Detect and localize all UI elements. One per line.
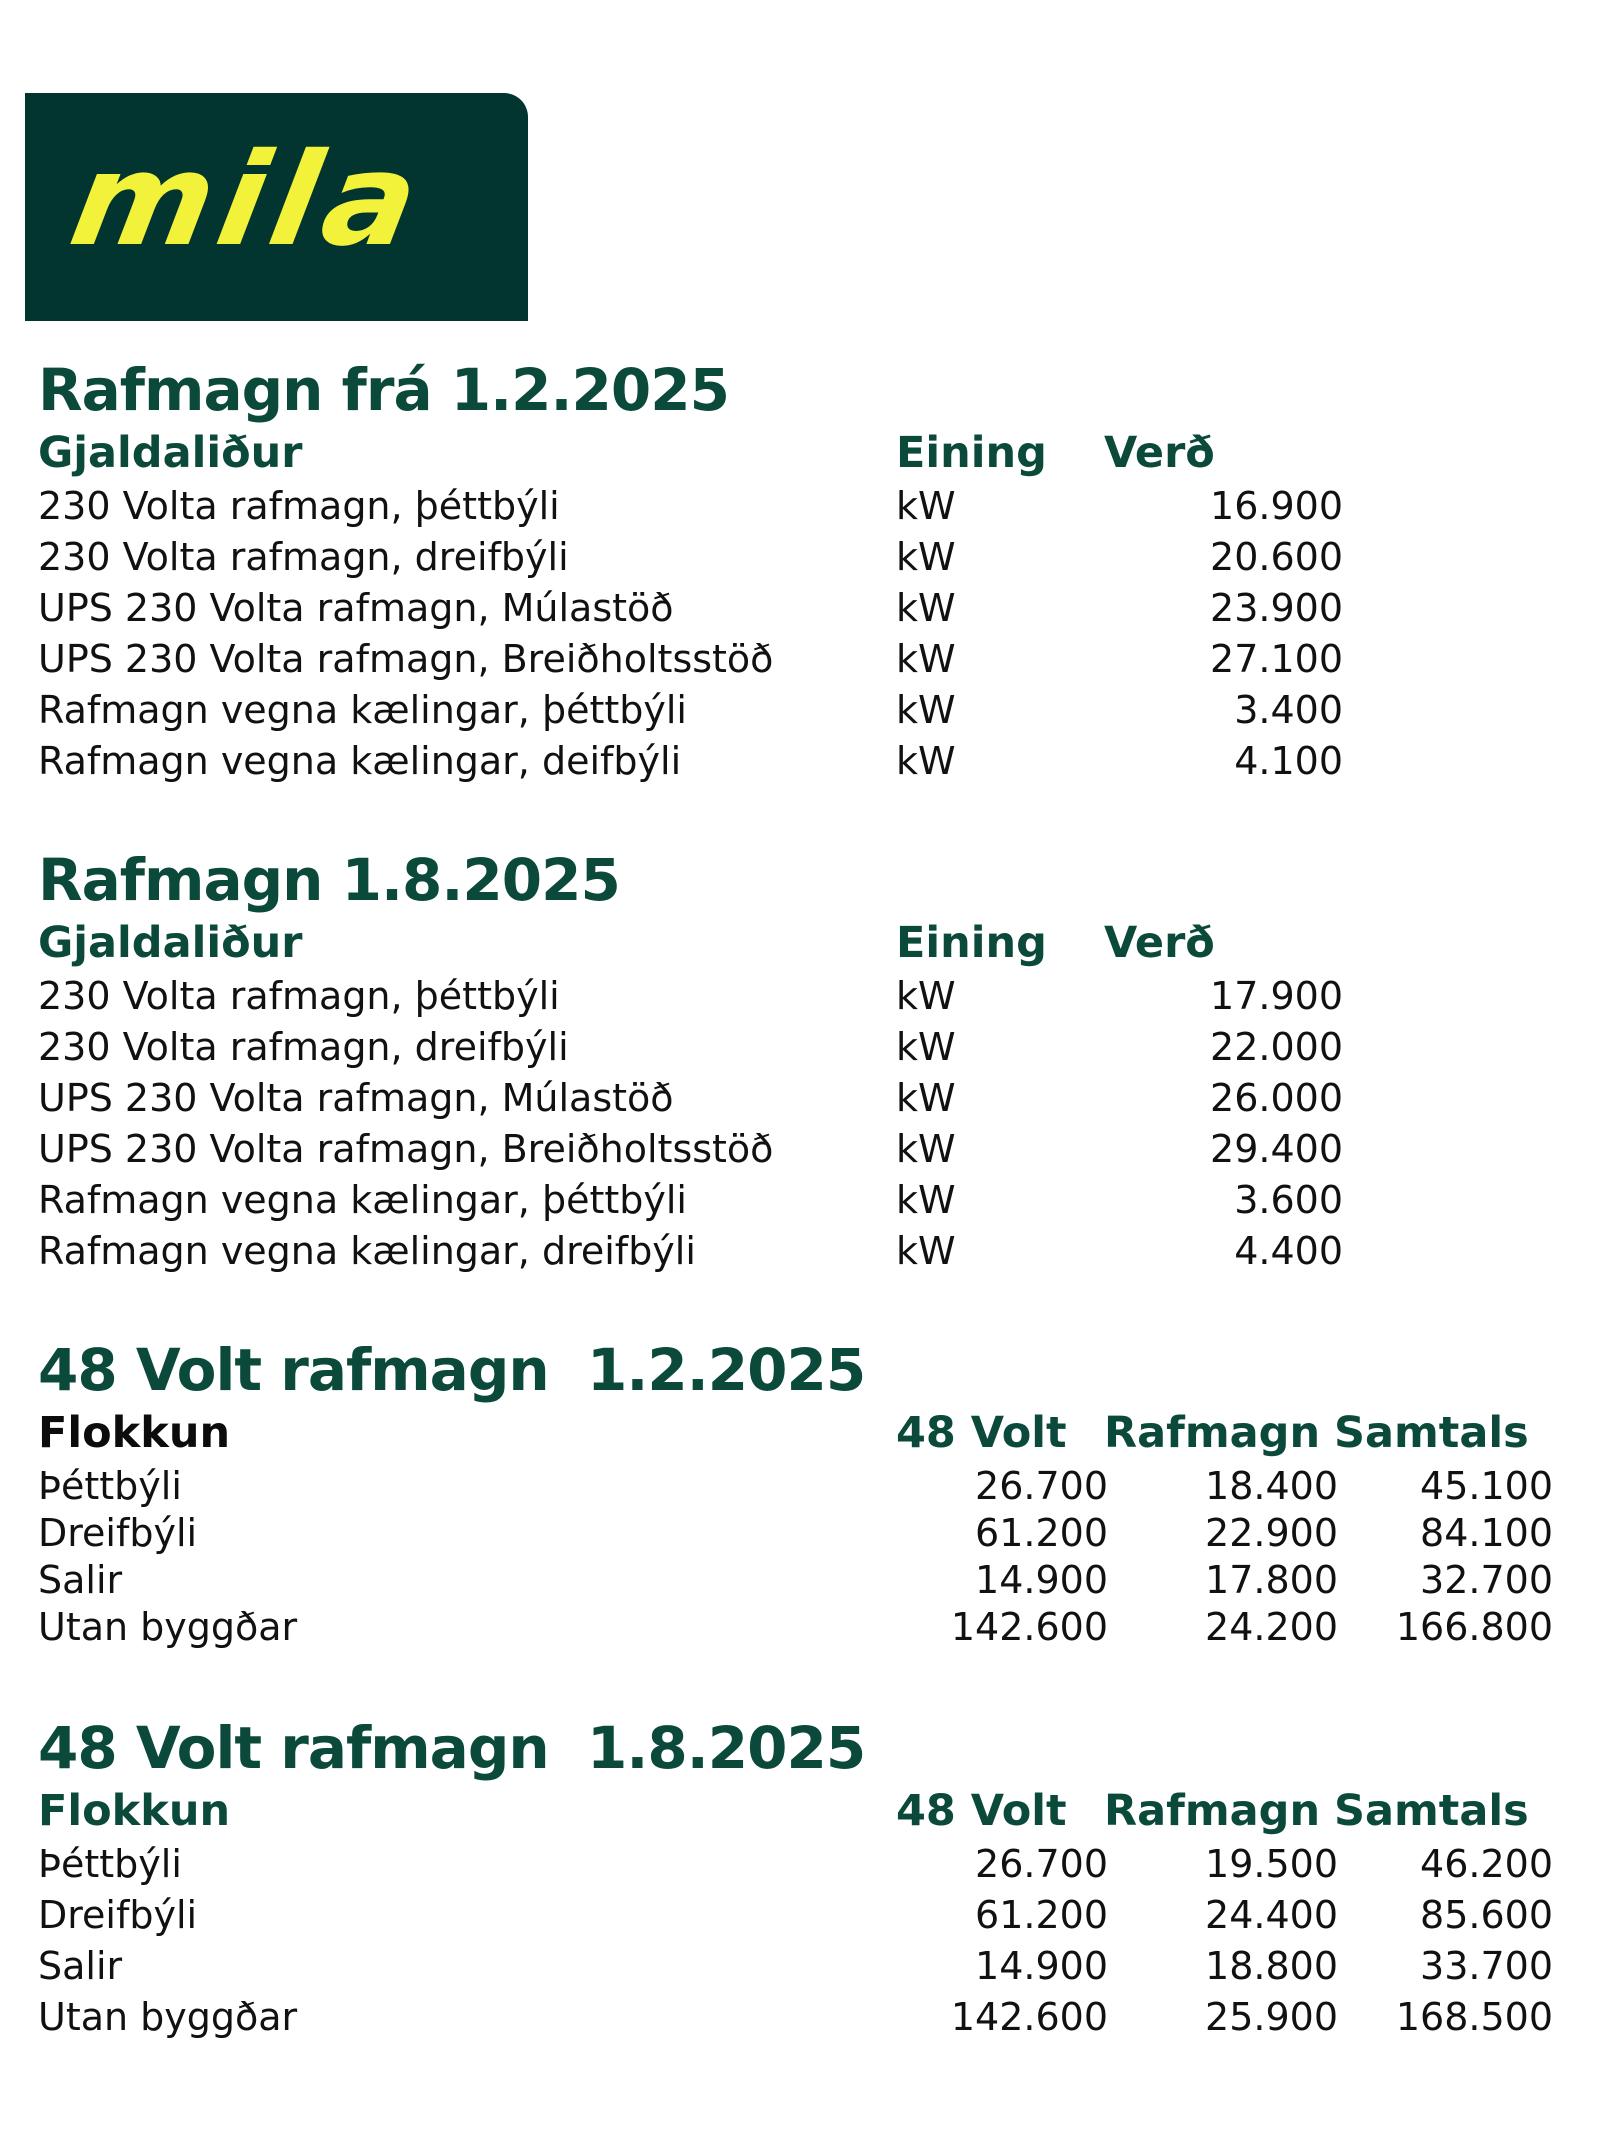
row-samtals: 85.600 (1420, 1893, 1553, 1937)
row-price: 23.900 (1210, 586, 1343, 630)
price-section-rafmagn-aug (38, 845, 1578, 1277)
row-48volt: 14.900 (975, 1944, 1108, 1988)
row-unit: kW (896, 688, 956, 732)
row-unit: kW (896, 1127, 956, 1171)
table-row (38, 1839, 1578, 1890)
header-samtals: Samtals (1334, 1408, 1529, 1458)
row-label: 230 Volta rafmagn, þéttbýli (38, 974, 560, 1018)
row-rafmagn: 24.200 (1205, 1605, 1338, 1649)
header-price: Verð (1104, 428, 1215, 478)
row-label: Rafmagn vegna kælingar, þéttbýli (38, 688, 687, 732)
header-label: Flokkun (38, 1408, 231, 1458)
table-row (38, 1073, 1578, 1124)
row-48volt: 26.700 (975, 1464, 1108, 1508)
row-samtals: 166.800 (1395, 1605, 1553, 1649)
row-price: 27.100 (1210, 637, 1343, 681)
header-label: Gjaldaliður (38, 428, 303, 478)
row-label: Salir (38, 1944, 123, 1988)
table-header (38, 1405, 1578, 1461)
row-price: 4.400 (1234, 1229, 1343, 1273)
row-label: UPS 230 Volta rafmagn, Múlastöð (38, 586, 674, 630)
row-unit: kW (896, 586, 956, 630)
table-row (38, 1508, 1578, 1555)
row-48volt: 14.900 (975, 1558, 1108, 1602)
row-price: 3.600 (1234, 1178, 1343, 1222)
table-row (38, 1175, 1578, 1226)
row-price: 4.100 (1234, 739, 1343, 783)
row-unit: kW (896, 1076, 956, 1120)
row-48volt: 61.200 (975, 1893, 1108, 1937)
section-title: Rafmagn frá 1.2.2025 (38, 356, 729, 424)
row-unit: kW (896, 484, 956, 528)
row-price: 22.000 (1210, 1025, 1343, 1069)
row-48volt: 61.200 (975, 1511, 1108, 1555)
row-48volt: 142.600 (950, 1605, 1108, 1649)
row-price: 20.600 (1210, 535, 1343, 579)
section-title: 48 Volt rafmagn 1.2.2025 (38, 1336, 866, 1404)
row-rafmagn: 24.400 (1205, 1893, 1338, 1937)
row-label: 230 Volta rafmagn, þéttbýli (38, 484, 560, 528)
row-48volt: 26.700 (975, 1842, 1108, 1886)
row-samtals: 32.700 (1420, 1558, 1553, 1602)
table-row (38, 736, 1578, 787)
table-row (38, 1941, 1578, 1992)
row-unit: kW (896, 1229, 956, 1273)
header-unit: Eining (896, 918, 1047, 968)
row-label: 230 Volta rafmagn, dreifbýli (38, 535, 569, 579)
row-label: Þéttbýli (38, 1464, 182, 1508)
mila-logo (25, 93, 528, 321)
section-title: Rafmagn 1.8.2025 (38, 846, 620, 914)
row-label: Rafmagn vegna kælingar, deifbýli (38, 739, 682, 783)
table-header (38, 425, 1578, 481)
header-price: Verð (1104, 918, 1215, 968)
row-price: 17.900 (1210, 974, 1343, 1018)
row-48volt: 142.600 (950, 1995, 1108, 2039)
logo-wordmark: mila (60, 126, 436, 275)
row-samtals: 46.200 (1420, 1842, 1553, 1886)
header-rafmagn: Rafmagn (1104, 1408, 1321, 1458)
header-samtals: Samtals (1334, 1786, 1529, 1836)
row-label: Utan byggðar (38, 1605, 298, 1649)
row-label: Dreifbýli (38, 1893, 198, 1937)
row-label: Rafmagn vegna kælingar, þéttbýli (38, 1178, 687, 1222)
table-row (38, 583, 1578, 634)
row-label: Rafmagn vegna kælingar, dreifbýli (38, 1229, 696, 1273)
header-48volt: 48 Volt (896, 1786, 1067, 1836)
table-row (38, 1992, 1578, 2043)
header-unit: Eining (896, 428, 1047, 478)
row-rafmagn: 25.900 (1205, 1995, 1338, 2039)
row-unit: kW (896, 637, 956, 681)
table-row (38, 971, 1578, 1022)
row-unit: kW (896, 974, 956, 1018)
row-label: 230 Volta rafmagn, dreifbýli (38, 1025, 569, 1069)
row-label: Utan byggðar (38, 1995, 298, 2039)
row-unit: kW (896, 739, 956, 783)
table-row (38, 532, 1578, 583)
row-label: UPS 230 Volta rafmagn, Breiðholtsstöð (38, 637, 774, 681)
row-rafmagn: 18.800 (1205, 1944, 1338, 1988)
table-header (38, 1783, 1578, 1839)
header-48volt: 48 Volt (896, 1408, 1067, 1458)
row-price: 26.000 (1210, 1076, 1343, 1120)
table-row (38, 1124, 1578, 1175)
price-section-48volt-aug (38, 1713, 1578, 2043)
row-price: 29.400 (1210, 1127, 1343, 1171)
row-samtals: 84.100 (1420, 1511, 1553, 1555)
table-row (38, 634, 1578, 685)
row-label: Dreifbýli (38, 1511, 198, 1555)
table-row (38, 1555, 1578, 1602)
table-row (38, 1890, 1578, 1941)
row-label: UPS 230 Volta rafmagn, Múlastöð (38, 1076, 674, 1120)
row-label: Salir (38, 1558, 123, 1602)
table-row (38, 1602, 1578, 1649)
header-label: Flokkun (38, 1786, 231, 1836)
row-unit: kW (896, 535, 956, 579)
row-unit: kW (896, 1178, 956, 1222)
price-section-rafmagn-feb (38, 355, 1578, 787)
row-label: Þéttbýli (38, 1842, 182, 1886)
header-label: Gjaldaliður (38, 918, 303, 968)
table-header (38, 915, 1578, 971)
table-row (38, 685, 1578, 736)
row-rafmagn: 19.500 (1205, 1842, 1338, 1886)
row-price: 16.900 (1210, 484, 1343, 528)
row-unit: kW (896, 1025, 956, 1069)
section-title: 48 Volt rafmagn 1.8.2025 (38, 1714, 866, 1782)
table-row (38, 1461, 1578, 1508)
row-price: 3.400 (1234, 688, 1343, 732)
row-rafmagn: 17.800 (1205, 1558, 1338, 1602)
row-samtals: 33.700 (1420, 1944, 1553, 1988)
row-samtals: 168.500 (1395, 1995, 1553, 2039)
header-rafmagn: Rafmagn (1104, 1786, 1321, 1836)
price-section-48volt-feb (38, 1335, 1578, 1649)
table-row (38, 1226, 1578, 1277)
row-samtals: 45.100 (1420, 1464, 1553, 1508)
row-rafmagn: 22.900 (1205, 1511, 1338, 1555)
row-label: UPS 230 Volta rafmagn, Breiðholtsstöð (38, 1127, 774, 1171)
table-row (38, 481, 1578, 532)
row-rafmagn: 18.400 (1205, 1464, 1338, 1508)
table-row (38, 1022, 1578, 1073)
